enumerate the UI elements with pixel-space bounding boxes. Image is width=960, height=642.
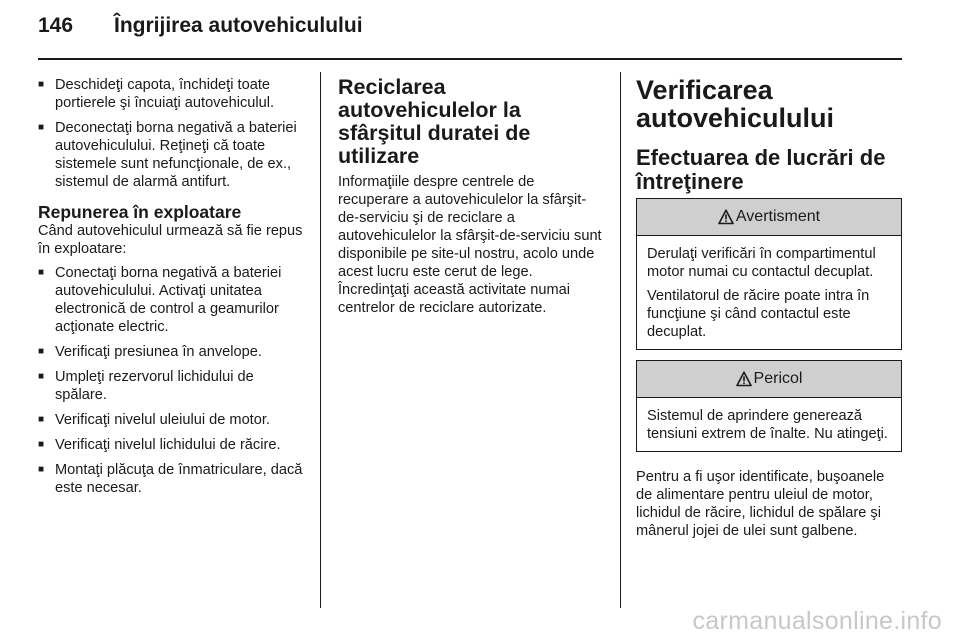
list-item: ■ Verificaţi presiunea în anvelope. [38, 343, 306, 361]
watermark-text: carmanualsonline.info [692, 607, 942, 635]
list-item: ■ Umpleţi rezervorul lichidului de spălare. [38, 368, 306, 404]
warning-box [636, 198, 902, 350]
list-item: ■ Verificaţi nivelul lichidului de răcire. [38, 436, 306, 454]
warning-triangle-icon [736, 371, 752, 387]
column-right [636, 76, 902, 540]
list-item: ■ Conectaţi borna negativă a bateriei autovehiculului. Activaţi unitatea electronică de control a geamurilor acţionate electric. [38, 264, 306, 336]
danger-box-body [637, 398, 901, 451]
list-item: ■ Deconectaţi borna negativă a bateriei autovehiculului. Reţineţi că toate sistemele sunt nefuncţionale, de ex., sistemul de alarmă antifurt. [38, 119, 306, 191]
chapter-title: Îngrijirea autovehiculului [114, 14, 363, 37]
recycling-text: Informaţiile despre centrele de recuperare a autovehiculelor la sfârşit-de-serviciu şi de reciclare a autovehiculelor la sfârşit-de-serviciu sunt disponibile pe site-ul nostru, acolo unde acest lucru este cerut de lege. Încredinţaţi această activitate numai centrelor de reciclare autorizate. [338, 174, 602, 316]
warning-triangle-icon [718, 209, 734, 225]
column-left [38, 76, 306, 504]
bullet-list-bottom [38, 264, 306, 497]
header-rule [38, 58, 902, 60]
list-item: ■ Verificaţi nivelul uleiului de motor. [38, 411, 306, 429]
section-intro: Când autovehiculul urmează să fie repus în exploatare: [38, 223, 303, 257]
column-divider-2 [620, 72, 621, 608]
section-heading-reuse: Repunerea în exploatare [38, 202, 242, 222]
column-middle [338, 76, 606, 317]
danger-label: Pericol [753, 370, 803, 387]
warning-paragraph: Ventilatorul de răcire poate intra în funcţiune şi când contactul este decuplat. [647, 288, 870, 340]
filler-caps-paragraph: Pentru a fi uşor identificate, buşoanele de alimentare pentru uleiul de motor, lichidul de răcire, lichidul de spălare şi mânerul jojei de ulei sunt galbene. [636, 469, 885, 539]
section-title-check: Verificarea autovehiculului [636, 75, 835, 133]
warning-box-title [637, 199, 901, 236]
bullet-list-top [38, 76, 306, 191]
list-item: ■ Montaţi plăcuţa de înmatriculare, dacă este necesar. [38, 461, 306, 497]
page-number: 146 [38, 14, 74, 37]
column-divider-1 [320, 72, 321, 608]
section-heading-recycling: Reciclarea autovehiculelor la sfârşitul duratei de utilizare [338, 75, 531, 168]
warning-box-body [637, 236, 901, 349]
list-item: ■ Deschideţi capota, închideţi toate portierele şi încuiaţi autovehiculul. [38, 76, 306, 112]
page-header [38, 14, 363, 50]
danger-paragraph: Sistemul de aprindere generează tensiuni extrem de înalte. Nu atingeţi. [647, 408, 888, 442]
subsection-heading-maintenance: Efectuarea de lucrări de întreţinere [636, 145, 886, 194]
danger-box-title [637, 361, 901, 398]
danger-box [636, 360, 902, 452]
warning-paragraph: Derulaţi verificări în compartimentul motor numai cu contactul decuplat. [647, 246, 876, 280]
warning-label: Avertisment [735, 208, 821, 225]
